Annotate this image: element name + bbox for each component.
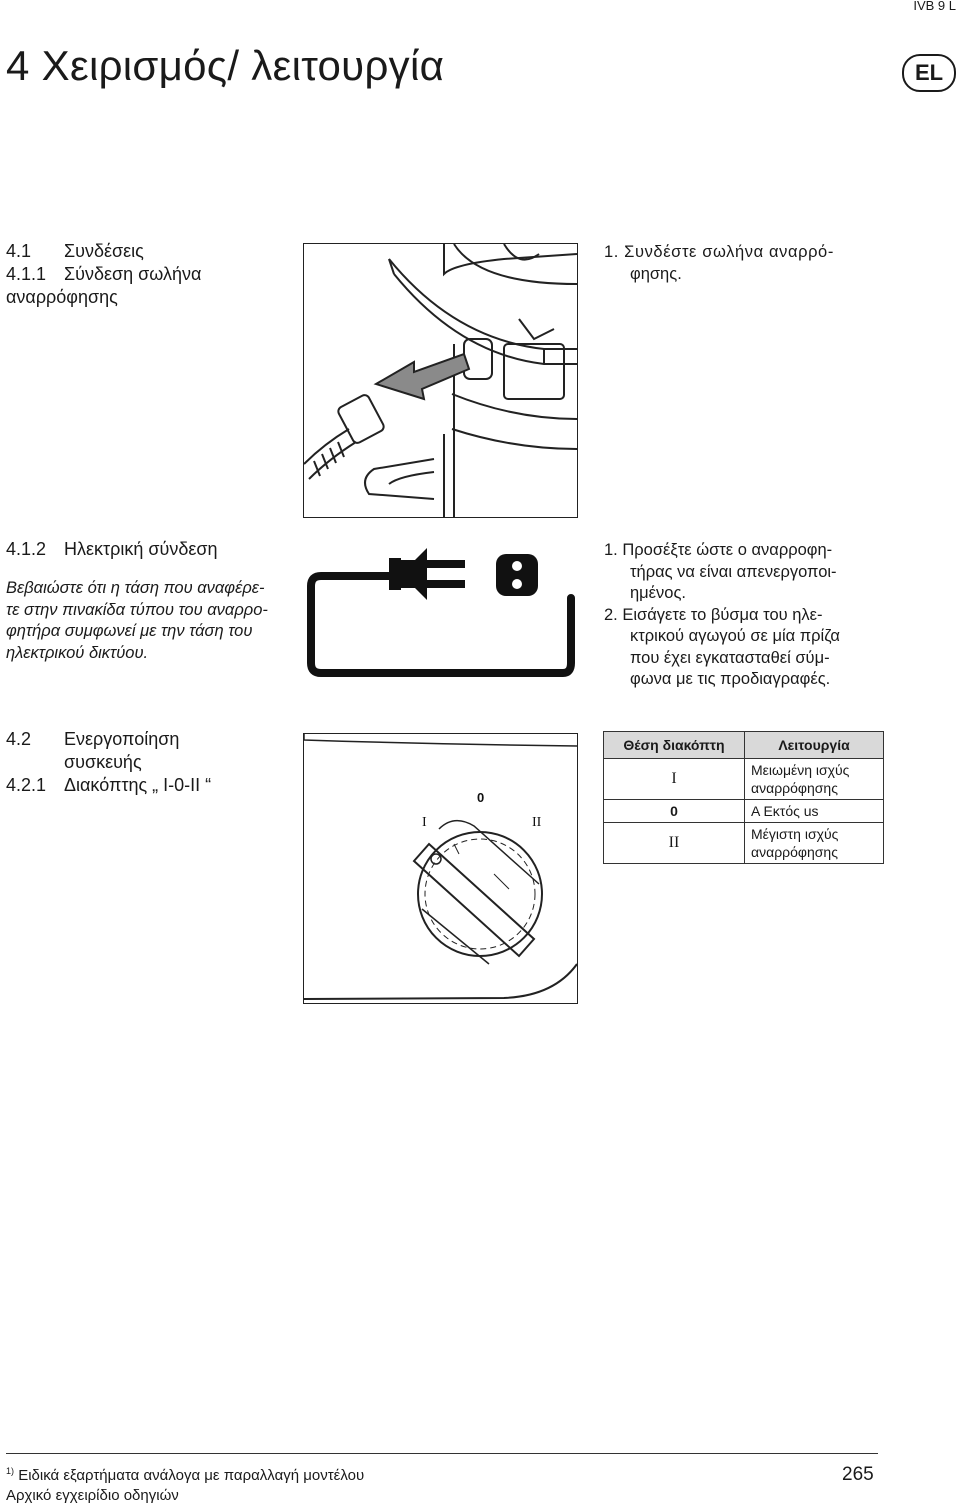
section-4-2-heading (6, 728, 211, 797)
function-line: Α Εκτός us (751, 803, 819, 819)
switch-position: I (604, 759, 745, 800)
table-row (604, 823, 884, 864)
function-cell (745, 759, 884, 800)
subsection-number: 4.1.1 (6, 264, 47, 284)
switch-position: 0 (604, 800, 745, 823)
step-line: 2. Εισάγετε το βύσμα του ηλε- (604, 605, 823, 624)
subsection-number: 4.2.1 (6, 775, 47, 795)
section-title: Ενεργοποίηση (64, 729, 180, 749)
note-line: ηλεκτρικού δικτύου. (6, 643, 149, 662)
section-title: Συνδέσεις (64, 241, 144, 261)
note-line: φητήρα συμφωνεί με την τάση του (6, 622, 253, 640)
note-line: Βεβαιώστε ότι η τάση που αναφέρε- (6, 579, 265, 597)
function-cell (745, 823, 884, 864)
hose-step-text (604, 242, 876, 285)
function-cell (745, 800, 884, 823)
function-line: αναρρόφησης (751, 844, 838, 860)
electrical-steps (604, 540, 876, 691)
footnote-text: Ειδικά εξαρτήματα ανάλογα με παραλλαγή μοντέλου (18, 1467, 365, 1484)
page-number: 265 (842, 1464, 874, 1485)
column-header: Λειτουργία (745, 732, 884, 759)
chapter-title: 4 Χειρισμός/ λειτουργία (6, 42, 445, 89)
switch-label-0: 0 (477, 790, 485, 805)
vacuum-hose-illustration (304, 244, 577, 517)
hose-connection-figure (303, 243, 578, 518)
switch-label-ii: II (532, 815, 542, 830)
switch-position-table (603, 731, 884, 864)
voltage-note (6, 578, 278, 664)
language-badge: EL (902, 54, 956, 92)
step-line: φωνα με τις προδιαγραφές. (630, 670, 831, 688)
section-number: 4.2 (6, 729, 32, 749)
switch-figure (303, 733, 578, 1004)
model-label: IVB 9 L (913, 0, 956, 13)
table-row (604, 800, 884, 823)
step-1-line: 1. Συνδέστε σωλήνα αναρρό- (604, 243, 834, 261)
section-4-1-2-heading (6, 538, 218, 561)
subsection-title: Σύνδεση σωλήνα (64, 264, 202, 284)
step-line: κτρικού αγωγού σε μία πρίζα (630, 627, 840, 645)
table-header-row (604, 732, 884, 759)
step-line: που έχει εγκατασταθεί σύμ- (630, 648, 830, 667)
switch-position: II (604, 823, 745, 864)
rotary-switch-illustration (304, 734, 577, 1003)
plug-socket-icon (303, 538, 576, 688)
plug-figure (303, 538, 576, 688)
subsection-title: Ηλεκτρική σύνδεση (64, 539, 218, 559)
step-line: τήρας να είναι απενεργοποι- (630, 562, 837, 581)
footer-divider (6, 1453, 878, 1454)
step-line: 1. Προσέξτε ώστε ο αναρροφη- (604, 541, 833, 559)
manual-title: Αρχικό εγχειρίδιο οδηγιών (6, 1487, 179, 1504)
column-header: Θέση διακόπτη (604, 732, 745, 759)
function-line: Μέγιστη ισχύς (751, 826, 839, 842)
switch-label-i: I (422, 815, 427, 830)
subsection-title-cont: αναρρόφησης (6, 287, 118, 307)
footer-notes (6, 1461, 364, 1506)
section-number: 4.1 (6, 241, 32, 261)
footnote-mark: 1) (6, 1466, 15, 1476)
section-4-1-heading (6, 240, 201, 309)
section-title-cont: συσκευής (64, 752, 142, 772)
step-line: ημένος. (630, 584, 687, 602)
subsection-title: Διακόπτης „ I-0-II “ (64, 775, 212, 795)
function-line: Μειωμένη ισχύς (751, 762, 850, 778)
table-row (604, 759, 884, 800)
subsection-number: 4.1.2 (6, 539, 47, 559)
note-line: τε στην πινακίδα τύπου του αναρρο- (6, 600, 268, 619)
step-1-line-cont: φησης. (630, 264, 682, 283)
function-line: αναρρόφησης (751, 780, 838, 796)
